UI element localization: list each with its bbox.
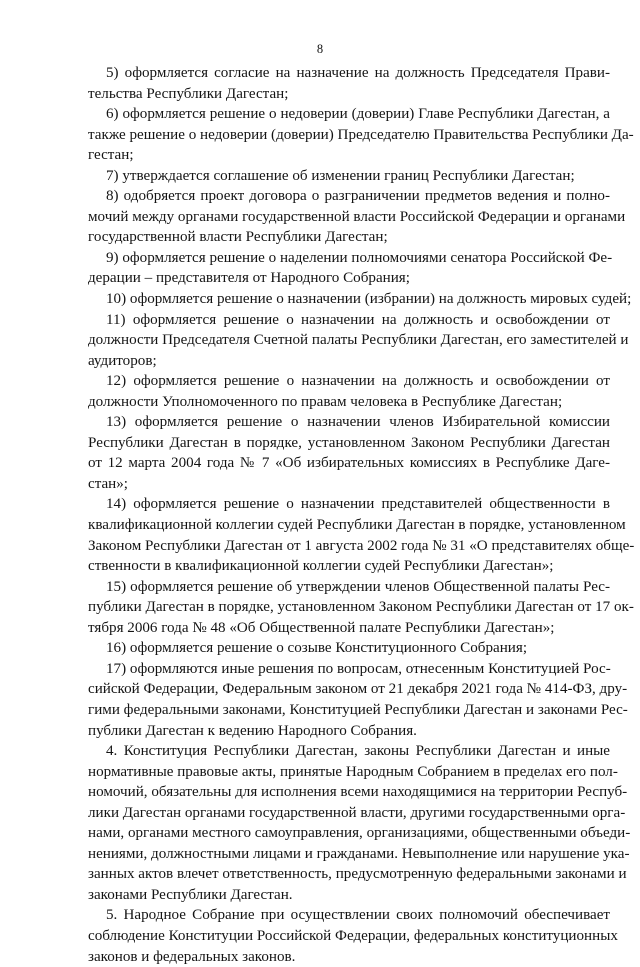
paragraph [88,310,629,372]
paragraph-line: 15) оформляется решение об утверждении членов Общественной палаты Рес- [106,578,610,595]
paragraph [88,248,613,289]
paragraph [88,166,610,187]
paragraph [88,63,610,104]
paragraph-line: должности Уполномоченного по правам человека в Республике Дагестан; [88,393,563,410]
paragraph-line: от 12 марта 2004 года № 7 «Об избирательных комиссиях в Республике Даге- [88,455,610,472]
paragraph [88,494,635,576]
paragraph-line: Республики Дагестан в порядке, установленном Законом Республики Дагестан [88,434,610,451]
paragraph-line: мочий между органами государственной власти Российской Федерации и органами [88,208,626,225]
paragraph-line: также решение о недоверии (доверии) Председателю Правительства Республики Да- [88,126,634,143]
paragraph-line: нами, органами местного самоуправления, организациями, общественными объеди- [88,825,631,842]
paragraph [88,577,634,639]
paragraph [88,104,634,166]
paragraph-line: публики Дагестан к ведению Народного Собрания. [88,722,417,739]
paragraph-line: дерации – представителя от Народного Собрания; [88,270,410,287]
paragraph-line: тельства Республики Дагестан; [88,85,289,102]
paragraph-line: законами Республики Дагестан. [88,886,293,903]
paragraph [88,289,632,310]
paragraph-line: 7) утверждается соглашение об изменении границ Республики Дагестан; [106,167,575,184]
paragraph-line: 8) одобряется проект договора о разграничении предметов ведения и полно- [106,188,610,205]
paragraph-line: законов и федеральных законов. [88,948,296,965]
paragraph-line: 14) оформляется решение о назначении представителей общественности в [106,496,610,513]
paragraph [88,638,610,659]
paragraph [88,371,610,412]
paragraph-line: ственности в квалификационной коллегии судей Республики Дагестан»; [88,558,554,575]
paragraph-line: 12) оформляется решение о назначении на должность и освобождении от [106,373,610,390]
paragraph-line: номочий, обязательны для исполнения всеми находящимися на территории Респуб- [88,784,628,801]
paragraph-line: публики Дагестан в порядке, установленном Законом Республики Дагестан от 17 ок- [88,599,634,616]
paragraph-line: занных актов влечет ответственность, предусмотренную федеральными законами и [88,866,627,883]
paragraph-line: соблюдение Конституции Российской Федерации, федеральных конституционных [88,927,618,944]
paragraph-line: стан»; [88,475,128,492]
paragraph [88,186,626,248]
paragraph-line: 9) оформляется решение о наделении полномочиями сенатора Российской Фе- [106,249,613,266]
paragraph-line: должности Председателя Счетной палаты Республики Дагестан, его заместителей и [88,332,629,349]
paragraph-line: 11) оформляется решение о назначении на должность и освобождении от [106,311,610,328]
paragraph-line: сийской Федерации, Федеральным законом от 21 декабря 2021 года № 414-ФЗ, дру- [88,681,628,698]
page-number: 8 [316,42,324,56]
paragraph [88,412,610,494]
paragraph-line: 5) оформляется согласие на назначение на должность Председателя Прави- [106,65,610,81]
paragraph-line: Законом Республики Дагестан от 1 августа 2002 года № 31 «О представителях обще- [88,537,635,554]
paragraph-line: 6) оформляется решение о недоверии (доверии) Главе Республики Дагестан, а [106,106,610,123]
paragraph-line: 10) оформляется решение о назначении (избрании) на должность мировых судей; [106,291,632,308]
paragraph-line: лики Дагестан органами государственной власти, другими государственными орга- [88,804,626,821]
paragraph [88,659,628,741]
paragraph-line: нениями, должностными лицами и гражданами. Невыполнение или нарушение ука- [88,845,630,862]
paragraph-line: 5. Народное Собрание при осуществлении своих полномочий обеспечивает [106,907,610,924]
paragraph [88,905,618,967]
document-body [88,63,635,967]
paragraph-line: нормативные правовые акты, принятые Народным Собранием в пределах его пол- [88,763,618,780]
paragraph [88,741,631,905]
paragraph-line: 4. Конституция Республики Дагестан, законы Республики Дагестан и иные [106,743,610,760]
paragraph-line: 17) оформляются иные решения по вопросам, отнесенным Конституцией Рос- [106,660,611,677]
paragraph-line: аудиторов; [88,352,157,369]
paragraph-line: тября 2006 года № 48 «Об Общественной палате Республики Дагестан»; [88,619,555,636]
paragraph-line: гими федеральными законами, Конституцией Республики Дагестан и законами Рес- [88,701,628,718]
paragraph-line: 13) оформляется решение о назначении членов Избирательной комиссии [106,414,610,431]
paragraph-line: гестан; [88,147,134,164]
paragraph-line: квалификационной коллегии судей Республики Дагестан в порядке, установленном [88,517,626,534]
paragraph-line: государственной власти Республики Дагестан; [88,229,388,246]
paragraph-line: 16) оформляется решение о созыве Конституционного Собрания; [106,640,528,657]
